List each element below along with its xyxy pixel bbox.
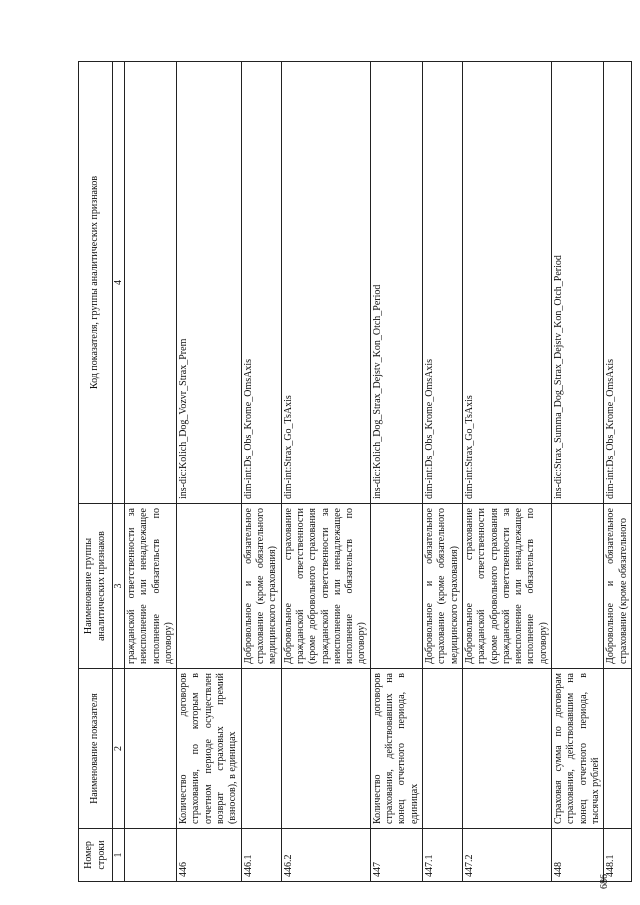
indicator-name — [241, 669, 281, 829]
row-number — [125, 829, 177, 882]
header-indicator-name: Наименование показателя — [79, 669, 113, 829]
group-name — [370, 504, 422, 669]
page-number: 686 — [599, 874, 610, 889]
row-number: 448 — [552, 829, 604, 882]
table-row — [552, 62, 604, 882]
indicator-code: ins-dic:Strax_Summa_Dog_Strax_Dejstv_Kon_Otch_Period — [552, 62, 604, 504]
group-name: Добровольное страхование гражданской ответственности (кроме добровольного страхования гражданской ответственности за неисполнение или ненадлежащее исполнение обязательств по договору) — [462, 504, 551, 669]
header-code: Код показателя, группы аналитических признаков — [79, 62, 113, 504]
group-name: Добровольное и обязательное страхование (кроме обязательного — [604, 504, 632, 669]
group-name: Добровольное и обязательное страхование (кроме обязательного медицинского страхования) — [422, 504, 462, 669]
header-group-name: Наименование группы аналитических признаков — [79, 504, 113, 669]
row-number: 447.2 — [462, 829, 551, 882]
row-number: 446.2 — [281, 829, 370, 882]
indicator-table — [78, 61, 632, 882]
table-row — [281, 62, 370, 882]
group-name: гражданской ответственности за неисполнение или ненадлежащее исполнение обязательств по договору) — [125, 504, 177, 669]
indicator-code: ins-dic:Kolich_Dog_Strax_Dejstv_Kon_Otch_Period — [370, 62, 422, 504]
column-number: 1 — [113, 829, 125, 882]
table-header-row — [79, 62, 113, 882]
group-name — [552, 504, 604, 669]
group-name: Добровольное и обязательное страхование (кроме обязательного медицинского страхования) — [241, 504, 281, 669]
indicator-code: dim-int:Ds_Obs_Krome_OmsAxis — [604, 62, 632, 504]
column-number: 4 — [113, 62, 125, 504]
indicator-code: dim-int:Ds_Obs_Krome_OmsAxis — [241, 62, 281, 504]
header-row-number: Номер строки — [79, 829, 113, 882]
table-row — [462, 62, 551, 882]
group-name — [177, 504, 241, 669]
indicator-code: ins-dic:Kolich_Dog_Vozvr_Strax_Prem — [177, 62, 241, 504]
indicator-name — [422, 669, 462, 829]
indicator-code: dim-int:Strax_Go_TsAxis — [462, 62, 551, 504]
indicator-code — [125, 62, 177, 504]
indicator-name — [281, 669, 370, 829]
row-number: 447 — [370, 829, 422, 882]
indicator-name: Количество договоров страхования, действовавших на конец отчетного периода, в единицах — [370, 669, 422, 829]
row-number: 448.1 — [604, 829, 632, 882]
indicator-code: dim-int:Ds_Obs_Krome_OmsAxis — [422, 62, 462, 504]
table-row — [370, 62, 422, 882]
column-number: 2 — [113, 669, 125, 829]
row-number: 446.1 — [241, 829, 281, 882]
column-number: 3 — [113, 504, 125, 669]
table-row — [241, 62, 281, 882]
indicator-code: dim-int:Strax_Go_TsAxis — [281, 62, 370, 504]
indicator-name — [604, 669, 632, 829]
table-row — [422, 62, 462, 882]
indicator-name: Количество договоров страхования, по которым в отчетном периоде осуществлен возврат страховых премий (взносов), в единицах — [177, 669, 241, 829]
table-row — [177, 62, 241, 882]
table-row — [125, 62, 177, 882]
column-number-row — [113, 62, 125, 882]
table-row — [604, 62, 632, 882]
indicator-name — [462, 669, 551, 829]
indicator-name: Страховая сумма по договорам страхования, действовавшим на конец отчетного периода, в тысячах рублей — [552, 669, 604, 829]
group-name: Добровольное страхование гражданской ответственности (кроме добровольного страхования гражданской ответственности за неисполнение или ненадлежащее исполнение обязательств по договору) — [281, 504, 370, 669]
indicator-name — [125, 669, 177, 829]
row-number: 447.1 — [422, 829, 462, 882]
row-number: 446 — [177, 829, 241, 882]
